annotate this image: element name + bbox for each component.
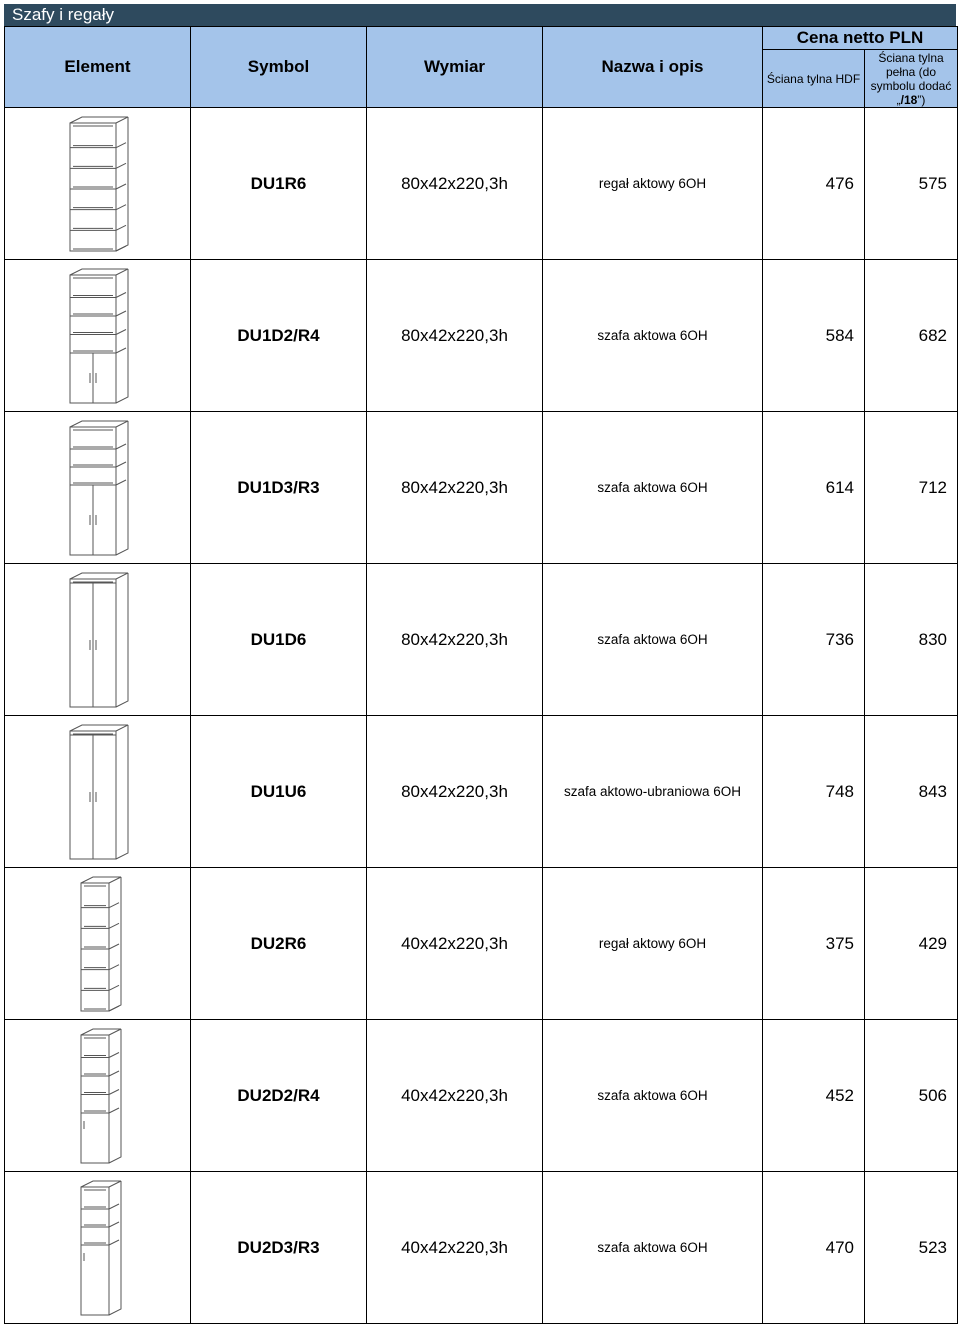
- dimension-cell: 40x42x220,3h: [367, 1172, 543, 1324]
- table-row: [5, 716, 958, 868]
- dimension-cell: 80x42x220,3h: [367, 108, 543, 260]
- furniture-image: [5, 412, 191, 564]
- price-full-cell: 712: [865, 412, 958, 564]
- price-full-cell: 843: [865, 716, 958, 868]
- header-cena: Cena netto PLN: [763, 27, 958, 50]
- header-nazwa: Nazwa i opis: [543, 27, 763, 108]
- symbol-cell: DU2D2/R4: [191, 1020, 367, 1172]
- furniture-image: [5, 716, 191, 868]
- symbol-cell: DU1D3/R3: [191, 412, 367, 564]
- header-pelna: Ściana tylna pełna (do symbolu dodać „/18”): [865, 50, 958, 108]
- bookcase-6-shelves-icon: [5, 109, 190, 259]
- description-cell: szafa aktowa 6OH: [543, 564, 763, 716]
- furniture-image: [5, 868, 191, 1020]
- price-hdf-cell: 584: [763, 260, 865, 412]
- symbol-cell: DU2R6: [191, 868, 367, 1020]
- price-full-cell: 830: [865, 564, 958, 716]
- description-cell: szafa aktowa 6OH: [543, 1172, 763, 1324]
- price-full-cell: 523: [865, 1172, 958, 1324]
- price-hdf-cell: 736: [763, 564, 865, 716]
- price-full-cell: 429: [865, 868, 958, 1020]
- furniture-image: [5, 1172, 191, 1324]
- table-row: [5, 868, 958, 1020]
- table-row: [5, 108, 958, 260]
- price-hdf-cell: 476: [763, 108, 865, 260]
- wardrobe-full-doors-icon: [5, 717, 190, 867]
- price-hdf-cell: 470: [763, 1172, 865, 1324]
- dimension-cell: 80x42x220,3h: [367, 716, 543, 868]
- description-cell: szafa aktowa 6OH: [543, 260, 763, 412]
- price-hdf-cell: 614: [763, 412, 865, 564]
- symbol-cell: DU2D3/R3: [191, 1172, 367, 1324]
- table-row: [5, 1020, 958, 1172]
- table-row: [5, 260, 958, 412]
- price-full-cell: 575: [865, 108, 958, 260]
- description-cell: regał aktowy 6OH: [543, 868, 763, 1020]
- section-title: Szafy i regały: [4, 4, 956, 26]
- symbol-cell: DU1R6: [191, 108, 367, 260]
- price-table: [4, 26, 958, 1324]
- furniture-image: [5, 1020, 191, 1172]
- symbol-cell: DU1U6: [191, 716, 367, 868]
- price-full-cell: 682: [865, 260, 958, 412]
- table-row: [5, 564, 958, 716]
- symbol-cell: DU1D6: [191, 564, 367, 716]
- description-cell: szafa aktowo-ubraniowa 6OH: [543, 716, 763, 868]
- header-wymiar: Wymiar: [367, 27, 543, 108]
- cabinet-3-door-3-shelves-icon: [5, 413, 190, 563]
- description-cell: szafa aktowa 6OH: [543, 412, 763, 564]
- symbol-cell: DU1D2/R4: [191, 260, 367, 412]
- narrow-cabinet-2-door-icon: [5, 1021, 190, 1171]
- header-hdf: Ściana tylna HDF: [763, 50, 865, 108]
- cabinet-2-door-4-shelves-icon: [5, 261, 190, 411]
- header-symbol: Symbol: [191, 27, 367, 108]
- price-full-cell: 506: [865, 1020, 958, 1172]
- table-row: [5, 1172, 958, 1324]
- description-cell: regał aktowy 6OH: [543, 108, 763, 260]
- dimension-cell: 80x42x220,3h: [367, 260, 543, 412]
- furniture-image: [5, 108, 191, 260]
- dimension-cell: 80x42x220,3h: [367, 412, 543, 564]
- price-hdf-cell: 375: [763, 868, 865, 1020]
- price-hdf-cell: 748: [763, 716, 865, 868]
- narrow-bookcase-icon: [5, 869, 190, 1019]
- narrow-cabinet-3-door-icon: [5, 1173, 190, 1323]
- price-hdf-cell: 452: [763, 1020, 865, 1172]
- furniture-image: [5, 260, 191, 412]
- furniture-image: [5, 564, 191, 716]
- dimension-cell: 40x42x220,3h: [367, 1020, 543, 1172]
- description-cell: szafa aktowa 6OH: [543, 1020, 763, 1172]
- dimension-cell: 40x42x220,3h: [367, 868, 543, 1020]
- table-row: [5, 412, 958, 564]
- header-element: Element: [5, 27, 191, 108]
- cabinet-full-doors-icon: [5, 565, 190, 715]
- dimension-cell: 80x42x220,3h: [367, 564, 543, 716]
